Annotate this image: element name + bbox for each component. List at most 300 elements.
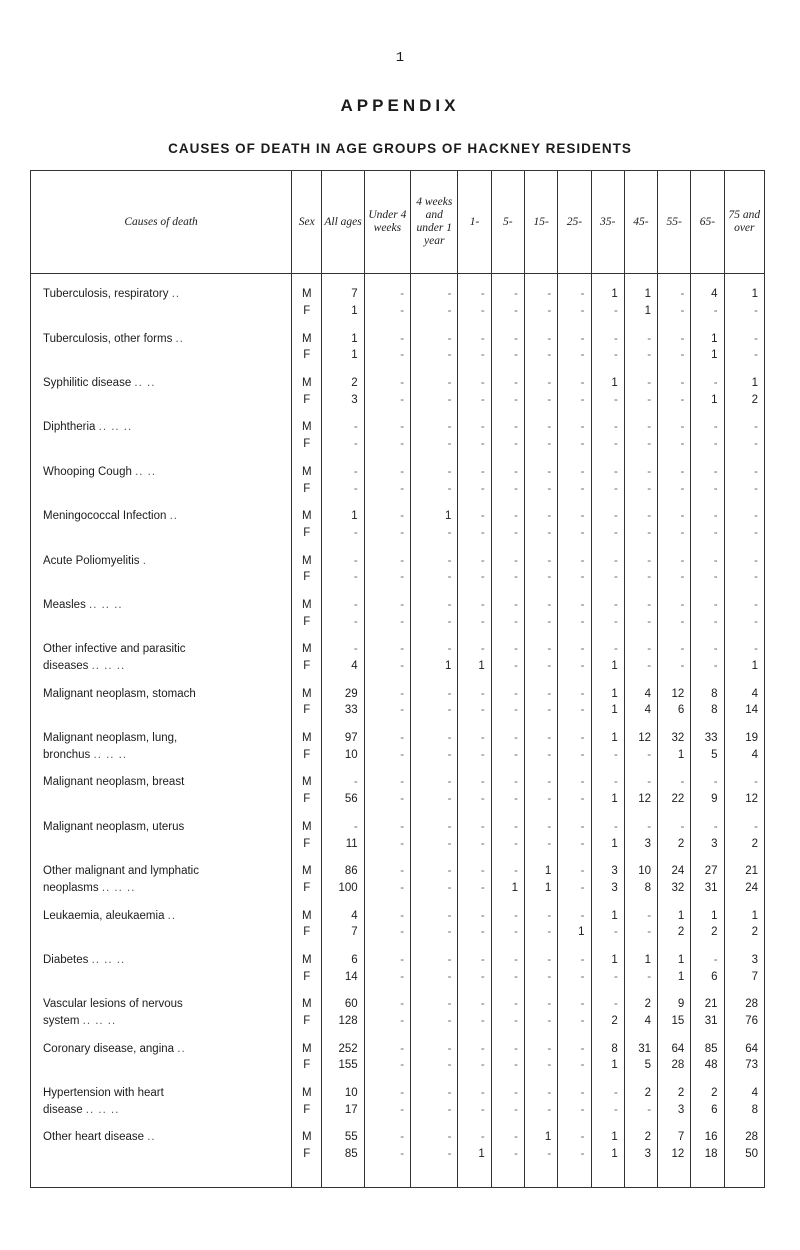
value-cell: 2	[724, 391, 764, 408]
value-cell: -	[524, 347, 557, 364]
spacer-cell	[31, 763, 292, 774]
spacer-cell	[411, 674, 458, 685]
sex-cell: M	[292, 1040, 322, 1057]
spacer-row	[31, 941, 765, 952]
value-cell: 128	[322, 1013, 364, 1030]
spacer-cell	[558, 1029, 591, 1040]
spacer-cell	[292, 985, 322, 996]
cause-cell	[31, 286, 292, 303]
value-cell: -	[491, 391, 524, 408]
value-cell: -	[364, 613, 410, 630]
value-cell: -	[558, 880, 591, 897]
value-cell: 32	[658, 730, 691, 747]
value-cell: 73	[724, 1057, 764, 1074]
cause-cell	[31, 464, 292, 481]
value-cell: -	[558, 347, 591, 364]
value-cell: -	[558, 286, 591, 303]
spacer-cell	[724, 674, 764, 685]
value-cell: -	[491, 508, 524, 525]
value-cell: -	[558, 791, 591, 808]
spacer-cell	[558, 985, 591, 996]
value-cell: -	[491, 569, 524, 586]
spacer-cell	[364, 630, 410, 641]
value-cell: 155	[322, 1057, 364, 1074]
spacer-cell	[322, 274, 364, 287]
column-header: Under 4 weeks	[364, 171, 410, 274]
value-cell: -	[558, 730, 591, 747]
value-cell: -	[624, 924, 657, 941]
value-cell: -	[658, 819, 691, 836]
value-cell: -	[411, 907, 458, 924]
sex-cell: M	[292, 730, 322, 747]
value-cell: -	[411, 1146, 458, 1163]
spacer-cell	[292, 852, 322, 863]
table-row	[31, 702, 765, 719]
sex-cell: F	[292, 1057, 322, 1074]
spacer-cell	[624, 896, 657, 907]
header-row	[31, 171, 765, 274]
value-cell: -	[558, 375, 591, 392]
spacer-cell	[691, 719, 724, 730]
value-cell: 11	[322, 835, 364, 852]
value-cell: 21	[724, 863, 764, 880]
cause-label: Tuberculosis, respiratory	[43, 288, 169, 301]
value-cell: -	[411, 391, 458, 408]
spacer-cell	[624, 1118, 657, 1129]
value-cell: -	[491, 835, 524, 852]
sex-cell: F	[292, 658, 322, 675]
value-cell: -	[411, 835, 458, 852]
value-cell: 1	[458, 1146, 491, 1163]
value-cell: 1	[658, 968, 691, 985]
value-cell: 19	[724, 730, 764, 747]
sex-cell: M	[292, 597, 322, 614]
value-cell: -	[411, 996, 458, 1013]
value-cell: -	[411, 774, 458, 791]
value-cell: -	[364, 375, 410, 392]
spacer-cell	[658, 364, 691, 375]
sex-cell: M	[292, 552, 322, 569]
value-cell: -	[364, 330, 410, 347]
value-cell: -	[411, 880, 458, 897]
value-cell: 2	[691, 1085, 724, 1102]
spacer-cell	[292, 896, 322, 907]
spacer-cell	[458, 630, 491, 641]
value-cell: -	[411, 968, 458, 985]
value-cell: -	[364, 1129, 410, 1146]
spacer-cell	[658, 1163, 691, 1175]
spacer-cell	[458, 1074, 491, 1085]
value-cell: 12	[624, 730, 657, 747]
cause-cell	[31, 391, 292, 408]
value-cell: 1	[591, 907, 624, 924]
spacer-cell	[524, 852, 557, 863]
value-cell: -	[322, 436, 364, 453]
spacer-cell	[322, 1074, 364, 1085]
value-cell: -	[624, 375, 657, 392]
spacer-cell	[322, 1118, 364, 1129]
value-cell: 1	[624, 952, 657, 969]
spacer-cell	[322, 408, 364, 419]
value-cell: -	[322, 613, 364, 630]
value-cell: 12	[658, 685, 691, 702]
value-cell: -	[691, 508, 724, 525]
cause-cell	[31, 1101, 292, 1118]
value-cell: -	[411, 347, 458, 364]
spacer-cell	[364, 941, 410, 952]
value-cell: -	[491, 525, 524, 542]
spacer-cell	[322, 763, 364, 774]
value-cell: -	[691, 774, 724, 791]
value-cell: -	[591, 480, 624, 497]
cause-label: disease	[43, 1103, 83, 1116]
value-cell: 21	[691, 996, 724, 1013]
value-cell: 4	[724, 746, 764, 763]
spacer-cell	[458, 674, 491, 685]
value-cell: 4	[624, 1013, 657, 1030]
value-cell: 1	[591, 835, 624, 852]
table-row	[31, 924, 765, 941]
value-cell: 7	[658, 1129, 691, 1146]
value-cell: -	[364, 1101, 410, 1118]
value-cell: -	[524, 968, 557, 985]
spacer-row	[31, 274, 765, 287]
spacer-cell	[558, 1118, 591, 1129]
spacer-cell	[31, 319, 292, 330]
spacer-cell	[292, 763, 322, 774]
table-row	[31, 1057, 765, 1074]
spacer-cell	[411, 541, 458, 552]
spacer-cell	[658, 1175, 691, 1188]
spacer-cell	[322, 497, 364, 508]
value-cell: -	[558, 702, 591, 719]
value-cell: 7	[322, 286, 364, 303]
spacer-row	[31, 763, 765, 774]
spacer-cell	[524, 497, 557, 508]
spacer-cell	[624, 586, 657, 597]
value-cell: -	[524, 480, 557, 497]
spacer-cell	[724, 630, 764, 641]
cause-cell	[31, 863, 292, 880]
value-cell: 1	[591, 730, 624, 747]
value-cell: -	[364, 525, 410, 542]
cause-label: Tuberculosis, other forms	[43, 332, 173, 345]
spacer-cell	[491, 274, 524, 287]
spacer-cell	[558, 453, 591, 464]
value-cell: 4	[624, 685, 657, 702]
cause-label: Hypertension with heart	[43, 1087, 164, 1100]
table-row	[31, 791, 765, 808]
cause-label: Measles	[43, 598, 86, 611]
value-cell: -	[524, 791, 557, 808]
value-cell: -	[458, 1013, 491, 1030]
spacer-cell	[491, 586, 524, 597]
spacer-cell	[624, 763, 657, 774]
value-cell: -	[658, 658, 691, 675]
spacer-cell	[524, 274, 557, 287]
value-cell: -	[458, 480, 491, 497]
spacer-cell	[292, 364, 322, 375]
value-cell: -	[458, 464, 491, 481]
value-cell: -	[491, 730, 524, 747]
spacer-row	[31, 896, 765, 907]
sex-cell: M	[292, 464, 322, 481]
value-cell: -	[322, 774, 364, 791]
sex-cell: M	[292, 1129, 322, 1146]
value-cell: 14	[724, 702, 764, 719]
spacer-cell	[491, 1175, 524, 1188]
spacer-cell	[322, 719, 364, 730]
value-cell: -	[491, 924, 524, 941]
value-cell: -	[558, 685, 591, 702]
value-cell: 2	[691, 924, 724, 941]
spacer-cell	[292, 408, 322, 419]
spacer-cell	[322, 808, 364, 819]
cause-label: Malignant neoplasm, stomach	[43, 687, 196, 700]
spacer-cell	[31, 541, 292, 552]
value-cell: -	[558, 641, 591, 658]
value-cell: 28	[658, 1057, 691, 1074]
value-cell: -	[364, 835, 410, 852]
table-row	[31, 464, 765, 481]
cause-cell	[31, 1013, 292, 1030]
value-cell: 1	[524, 880, 557, 897]
value-cell: -	[591, 613, 624, 630]
value-cell: 85	[322, 1146, 364, 1163]
value-cell: -	[458, 952, 491, 969]
value-cell: 2	[624, 996, 657, 1013]
value-cell: 8	[724, 1101, 764, 1118]
table-row	[31, 835, 765, 852]
value-cell: 28	[724, 996, 764, 1013]
cause-cell	[31, 702, 292, 719]
spacer-cell	[591, 274, 624, 287]
column-header: 15-	[524, 171, 557, 274]
spacer-cell	[724, 274, 764, 287]
value-cell: -	[624, 569, 657, 586]
spacer-cell	[691, 364, 724, 375]
cause-cell	[31, 835, 292, 852]
value-cell: -	[558, 907, 591, 924]
value-cell: -	[524, 1057, 557, 1074]
spacer-cell	[658, 630, 691, 641]
value-cell: -	[458, 730, 491, 747]
spacer-cell	[524, 1029, 557, 1040]
value-cell: -	[558, 508, 591, 525]
value-cell: -	[524, 375, 557, 392]
leader-dots: .. ..	[135, 465, 157, 478]
value-cell: 14	[322, 968, 364, 985]
spacer-cell	[524, 808, 557, 819]
table-body	[31, 274, 765, 1188]
value-cell: -	[364, 685, 410, 702]
value-cell: -	[411, 702, 458, 719]
spacer-cell	[411, 408, 458, 419]
spacer-cell	[292, 319, 322, 330]
value-cell: -	[558, 464, 591, 481]
value-cell: -	[658, 330, 691, 347]
value-cell: -	[624, 436, 657, 453]
spacer-cell	[691, 408, 724, 419]
spacer-cell	[292, 1175, 322, 1188]
cause-label: Diphtheria	[43, 421, 96, 434]
value-cell: -	[491, 436, 524, 453]
table-row	[31, 436, 765, 453]
spacer-cell	[691, 941, 724, 952]
spacer-cell	[411, 453, 458, 464]
spacer-cell	[558, 1074, 591, 1085]
spacer-cell	[624, 541, 657, 552]
value-cell: -	[458, 1057, 491, 1074]
value-cell: -	[558, 597, 591, 614]
spacer-cell	[491, 852, 524, 863]
value-cell: -	[364, 880, 410, 897]
value-cell: -	[691, 641, 724, 658]
spacer-cell	[31, 896, 292, 907]
spacer-cell	[364, 808, 410, 819]
leader-dots: .. ..	[134, 377, 156, 390]
spacer-cell	[691, 497, 724, 508]
spacer-cell	[724, 408, 764, 419]
value-cell: -	[491, 641, 524, 658]
value-cell: -	[524, 774, 557, 791]
cause-cell	[31, 1146, 292, 1163]
spacer-cell	[691, 630, 724, 641]
spacer-cell	[322, 364, 364, 375]
value-cell: 50	[724, 1146, 764, 1163]
sex-cell: F	[292, 702, 322, 719]
value-cell: -	[691, 613, 724, 630]
value-cell: -	[491, 996, 524, 1013]
spacer-cell	[292, 1163, 322, 1175]
leader-dots: ..	[177, 1042, 186, 1055]
value-cell: 12	[724, 791, 764, 808]
value-cell: 1	[624, 303, 657, 320]
sex-cell: F	[292, 1146, 322, 1163]
spacer-cell	[491, 1118, 524, 1129]
value-cell: 33	[322, 702, 364, 719]
column-header: 65-	[691, 171, 724, 274]
value-cell: -	[591, 508, 624, 525]
value-cell: -	[364, 774, 410, 791]
value-cell: -	[491, 746, 524, 763]
value-cell: -	[691, 525, 724, 542]
value-cell: -	[624, 774, 657, 791]
value-cell: -	[524, 419, 557, 436]
value-cell: -	[322, 569, 364, 586]
value-cell: -	[658, 286, 691, 303]
spacer-cell	[364, 674, 410, 685]
sex-cell: F	[292, 835, 322, 852]
spacer-cell	[624, 674, 657, 685]
cause-cell	[31, 613, 292, 630]
spacer-cell	[691, 541, 724, 552]
sex-cell: M	[292, 774, 322, 791]
table-row	[31, 569, 765, 586]
value-cell: -	[624, 1101, 657, 1118]
value-cell: -	[691, 552, 724, 569]
cause-label: diseases	[43, 660, 89, 673]
cause-label: Other infective and parasitic	[43, 643, 186, 656]
value-cell: 33	[691, 730, 724, 747]
value-cell: -	[658, 569, 691, 586]
value-cell: 4	[724, 1085, 764, 1102]
value-cell: -	[591, 436, 624, 453]
value-cell: -	[558, 436, 591, 453]
page-heading: APPENDIX	[340, 96, 460, 115]
spacer-cell	[691, 763, 724, 774]
spacer-cell	[624, 852, 657, 863]
value-cell: -	[458, 375, 491, 392]
spacer-row	[31, 1163, 765, 1175]
value-cell: 6	[691, 1101, 724, 1118]
cause-cell	[31, 1085, 292, 1102]
value-cell: -	[364, 1040, 410, 1057]
value-cell: -	[491, 863, 524, 880]
value-cell: -	[411, 1101, 458, 1118]
spacer-row	[31, 319, 765, 330]
value-cell: -	[524, 924, 557, 941]
value-cell: -	[724, 419, 764, 436]
column-header: 75 and over	[724, 171, 764, 274]
value-cell: 9	[658, 996, 691, 1013]
value-cell: -	[364, 508, 410, 525]
value-cell: -	[658, 525, 691, 542]
value-cell: -	[591, 419, 624, 436]
value-cell: 7	[724, 968, 764, 985]
spacer-cell	[292, 541, 322, 552]
value-cell: -	[558, 1085, 591, 1102]
value-cell: 6	[322, 952, 364, 969]
cause-cell	[31, 330, 292, 347]
table-row	[31, 880, 765, 897]
value-cell: -	[411, 952, 458, 969]
spacer-cell	[31, 674, 292, 685]
spacer-cell	[658, 1029, 691, 1040]
spacer-cell	[31, 808, 292, 819]
spacer-cell	[292, 274, 322, 287]
value-cell: -	[411, 552, 458, 569]
spacer-cell	[411, 497, 458, 508]
value-cell: -	[558, 480, 591, 497]
spacer-cell	[658, 497, 691, 508]
value-cell: 1	[591, 702, 624, 719]
spacer-cell	[292, 453, 322, 464]
cause-label: system	[43, 1015, 80, 1028]
value-cell: 1	[524, 863, 557, 880]
spacer-cell	[31, 852, 292, 863]
value-cell: 2	[591, 1013, 624, 1030]
spacer-cell	[724, 541, 764, 552]
value-cell: -	[691, 952, 724, 969]
spacer-cell	[591, 674, 624, 685]
value-cell: 4	[724, 685, 764, 702]
value-cell: -	[524, 330, 557, 347]
value-cell: -	[724, 597, 764, 614]
cause-cell	[31, 347, 292, 364]
spacer-cell	[524, 630, 557, 641]
value-cell: -	[658, 552, 691, 569]
spacer-cell	[322, 674, 364, 685]
value-cell: -	[624, 419, 657, 436]
spacer-cell	[292, 586, 322, 597]
cause-cell	[31, 658, 292, 675]
value-cell: -	[491, 1040, 524, 1057]
value-cell: -	[458, 419, 491, 436]
value-cell: -	[458, 880, 491, 897]
spacer-cell	[364, 896, 410, 907]
value-cell: 97	[322, 730, 364, 747]
